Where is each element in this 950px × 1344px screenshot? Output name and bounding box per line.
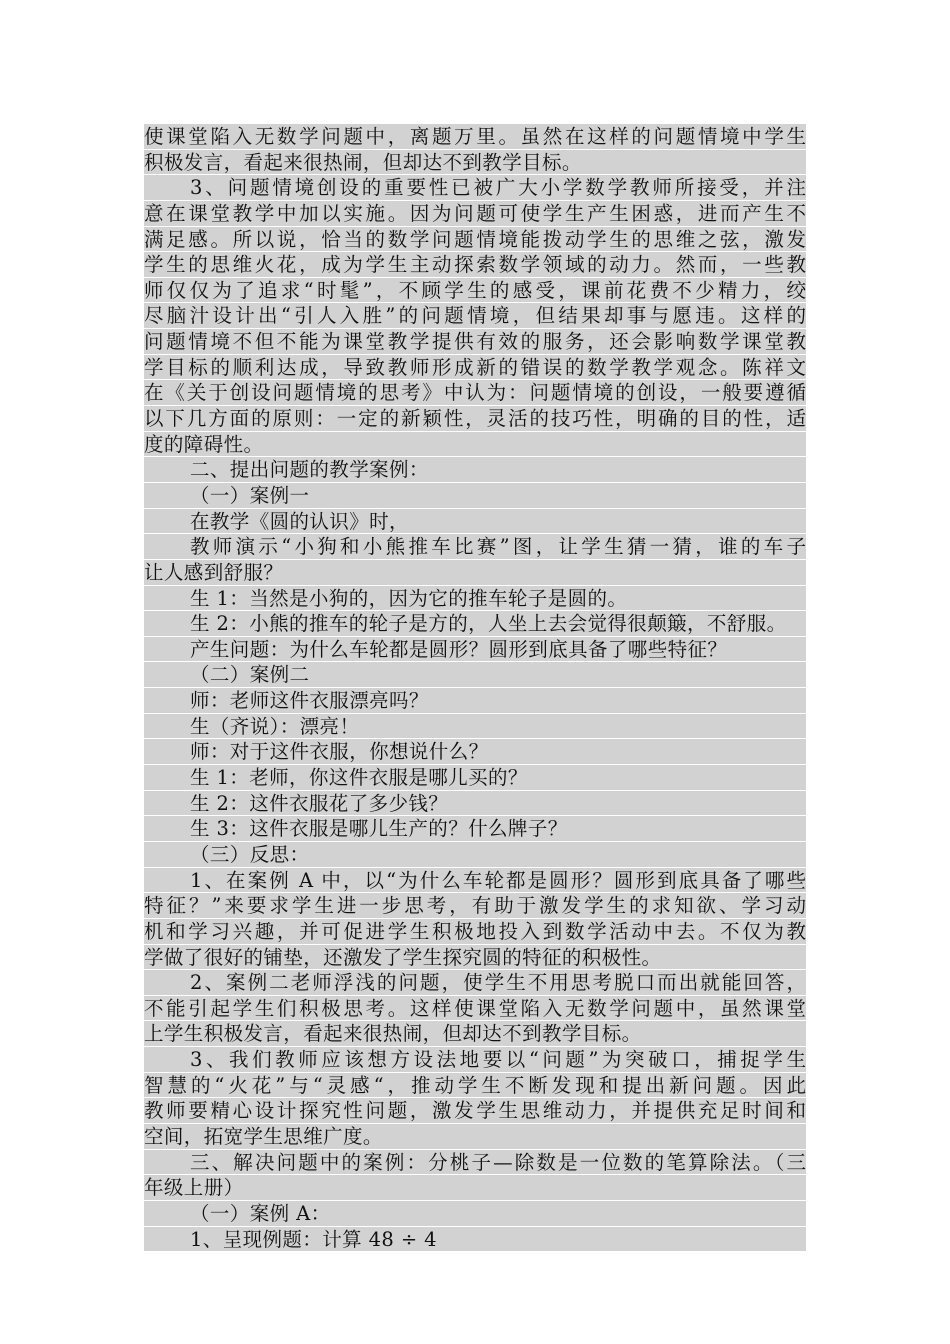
dialogue-line: 生 2：这件衣服花了多少钱？	[144, 791, 806, 817]
section-heading: 二、提出问题的教学案例：	[144, 457, 806, 483]
text-line: 1、在案例 A 中，以“为什么车轮都是圆形？圆形到底具备了哪些	[144, 868, 806, 894]
text-line: 1、呈现例题：计算 48 ÷ 4	[144, 1227, 806, 1253]
text-line: 问题情境不但不能为课堂教学提供有效的服务，还会影响数学课堂教	[144, 330, 806, 354]
text-line: 3、问题情境创设的重要性已被广大小学数学教师所接受，并注	[144, 175, 806, 201]
text-line: 产生问题：为什么车轮都是圆形？圆形到底具备了哪些特征？	[144, 637, 806, 663]
text-line: 上学生积极发言，看起来很热闹，但却达不到教学目标。	[144, 1021, 806, 1047]
text-line: 积极发言，看起来很热闹，但却达不到教学目标。	[144, 150, 806, 176]
text-line: 学生的思维火花，成为学生主动探索数学领域的动力。然而，一些教	[144, 253, 806, 277]
text-line: 以下几方面的原则：一定的新颖性，灵活的技巧性，明确的目的性，适	[144, 407, 806, 431]
dialogue-line: 生 1：当然是小狗的，因为它的推车轮子是圆的。	[144, 586, 806, 612]
text-line: 度的障碍性。	[144, 432, 806, 458]
document-body	[144, 124, 806, 1252]
text-line: 使课堂陷入无数学问题中，离题万里。虽然在这样的问题情境中学生	[144, 125, 806, 148]
text-line: 尽脑汁设计出“引人入胜”的问题情境，但结果却事与愿违。这样的	[144, 304, 806, 328]
text-line: 让人感到舒服？	[144, 560, 806, 586]
text-line: 在《关于创设问题情境的思考》中认为：问题情境的创设，一般要遵循	[144, 381, 806, 405]
text-line: 空间，拓宽学生思维广度。	[144, 1124, 806, 1150]
text-line: 学做了很好的铺垫，还激发了学生探究圆的特征的积极性。	[144, 945, 806, 971]
dialogue-line: 师：对于这件衣服，你想说什么？	[144, 739, 806, 765]
subsection-heading: （一）案例一	[144, 483, 806, 509]
subsection-heading: （三）反思：	[144, 842, 806, 868]
text-line: 教师要精心设计探究性问题，激发学生思维动力，并提供充足时间和	[144, 1099, 806, 1123]
text-line: 师仅仅为了追求“时髦”，不顾学生的感受，课前花费不少精力，绞	[144, 278, 806, 302]
text-line: 机和学习兴趣，并可促进学生积极地投入到数学活动中去。不仅为教	[144, 919, 806, 943]
dialogue-line: 师：老师这件衣服漂亮吗？	[144, 688, 806, 714]
dialogue-line: 生 3：这件衣服是哪儿生产的？什么牌子？	[144, 816, 806, 842]
text-line: 学目标的顺利达成，导致教师形成新的错误的数学教学观念。陈祥文	[144, 355, 806, 379]
text-line: 2、案例二老师浮浅的问题，使学生不用思考脱口而出就能回答，	[144, 970, 806, 996]
text-line: 在教学《圆的认识》时，	[144, 509, 806, 535]
text-line: 年级上册）	[144, 1175, 806, 1201]
text-line: 智慧的“火花”与“灵感“，推动学生不断发现和提出新问题。因此	[144, 1073, 806, 1097]
dialogue-line: 生 2：小熊的推车的轮子是方的，人坐上去会觉得很颠簸，不舒服。	[144, 611, 806, 637]
section-heading: 三、解决问题中的案例：分桃子—除数是一位数的笔算除法。（三	[144, 1150, 806, 1176]
text-line: 3、我们教师应该想方设法地要以“问题”为突破口，捕捉学生	[144, 1047, 806, 1073]
text-line: 意在课堂教学中加以实施。因为问题可使学生产生困惑，进而产生不	[144, 201, 806, 225]
text-line: 满足感。所以说，恰当的数学问题情境能拨动学生的思维之弦，激发	[144, 227, 806, 251]
subsection-heading: （二）案例二	[144, 662, 806, 688]
text-line: 特征？”来要求学生进一步思考，有助于激发学生的求知欲、学习动	[144, 894, 806, 918]
text-line: 不能引起学生们积极思考。这样使课堂陷入无数学问题中，虽然课堂	[144, 996, 806, 1020]
subsection-heading: （一）案例 A：	[144, 1201, 806, 1227]
dialogue-line: 生（齐说）：漂亮！	[144, 714, 806, 740]
text-line: 教师演示“小狗和小熊推车比赛”图，让学生猜一猜，谁的车子	[144, 534, 806, 560]
dialogue-line: 生 1：老师，你这件衣服是哪儿买的？	[144, 765, 806, 791]
